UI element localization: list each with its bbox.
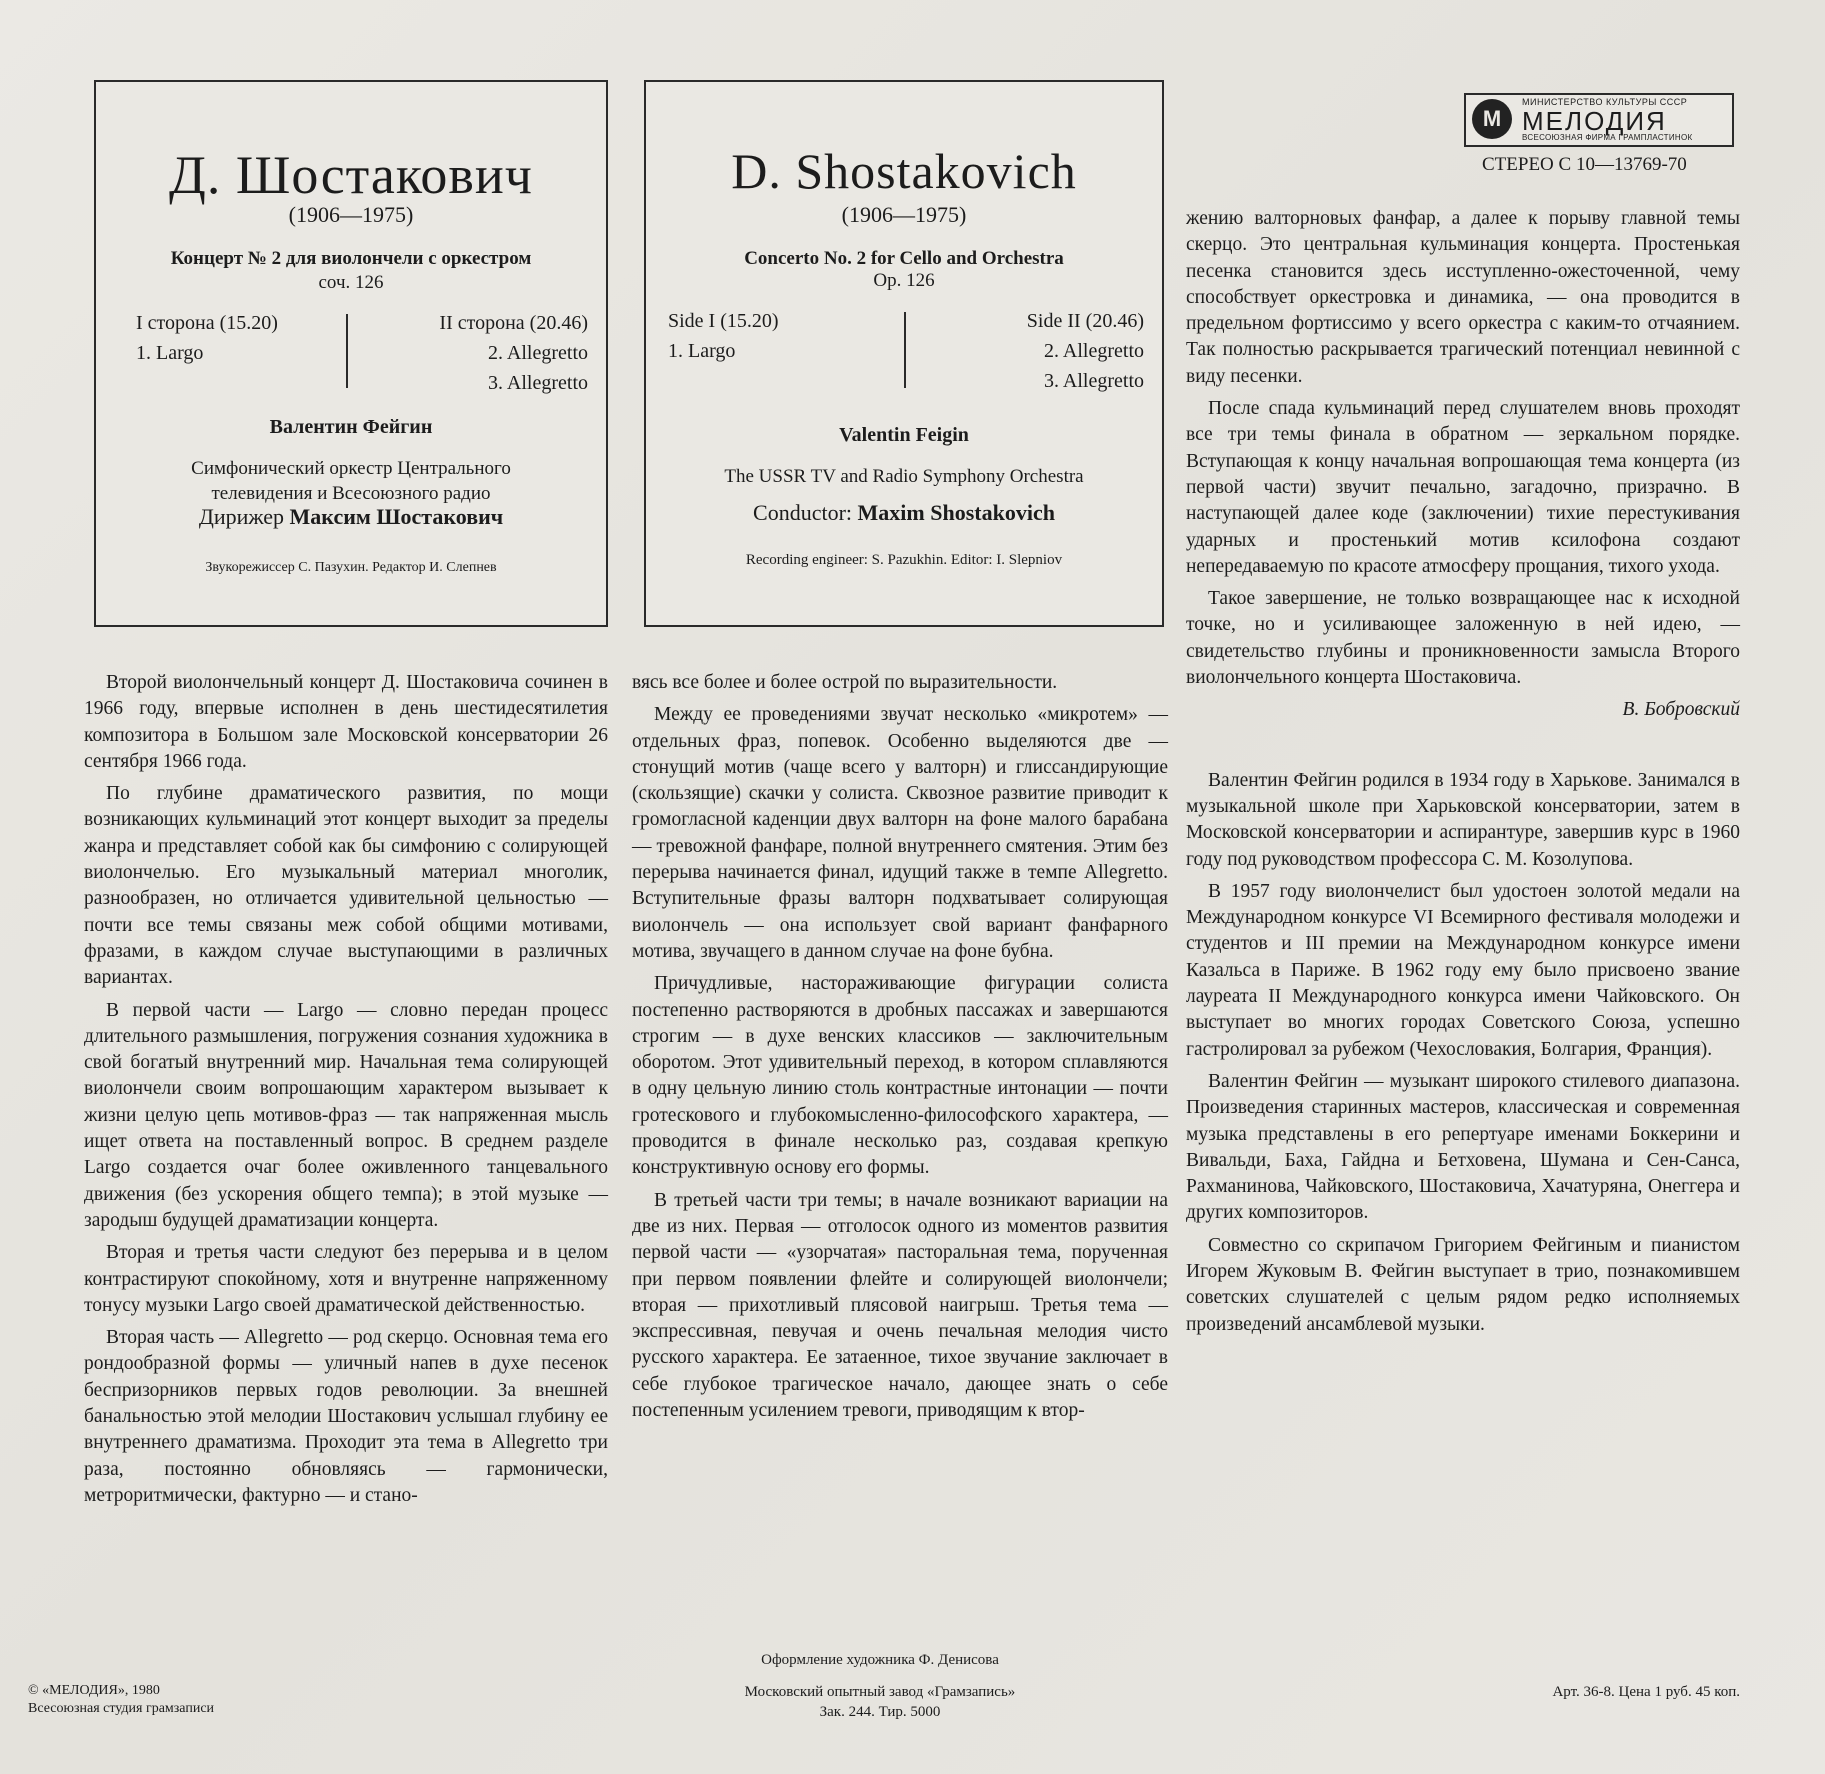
english-title-box: [644, 80, 1164, 627]
conductor-label-ru: Дирижер: [198, 504, 285, 529]
side-one-track-en: 1. Largo: [668, 340, 736, 362]
paragraph: Валентин Фейгин родился в 1934 году в Харькове. Занимался в музыкальной школе при Харьковской консерватории, затем в Московской консерватории и аспирантуре, завершив курс в 1960 году под руководством профессора С. М. Козолупова.: [1186, 769, 1740, 870]
side-divider-en: [904, 312, 906, 388]
conductor-en: [646, 500, 1162, 526]
paragraph: По глубине драматического развития, по мощи возникающих кульминаций этот концерт выходит за пределы жанра и представляет собой как бы симфонию с солирующей виолончелью. Его музыкальный материал многолик, разнообразен, но отличается удивительной цельностью — почти все темы связаны меж собой общими мотивами, фразами, в каждом случае выступающими в различных вариантах.: [84, 783, 608, 989]
orchestra-ru: [96, 456, 606, 506]
logo-brand: МЕЛОДИЯ: [1522, 106, 1667, 136]
side-one-label-ru: I сторона (15.20): [136, 312, 278, 334]
logo-firm: ВСЕСОЮЗНАЯ ФИРМА ГРАМПЛАСТИНОК: [1522, 133, 1693, 142]
russian-title-box: [94, 80, 608, 627]
paragraph: жению валторновых фанфар, а далее к порыву главной темы скерцо. Это центральная кульминация концерта. Простенькая песенка становится здесь исступленно-ожесточенной, чему способствует оркестровка и динамика, — она проводится в предельном фортиссимо у всего оркестра с каким-то отчаянием. Так полностью раскрывается трагический потенциал невинной с виду песенки.: [1186, 208, 1740, 387]
melodiya-emblem-icon: М: [1472, 99, 1512, 139]
composer-years-en: (1906—1975): [841, 202, 967, 227]
side-two-track1-ru: 2. Allegretto: [488, 342, 588, 364]
paragraph: В первой части — Largo — словно передан процесс длительного размышления, погружения сознания художника в свой богатый внутренний мир. Начальная тема солирующей виолончели своим вопрошающим характером вызывает к жизни целую цепь мотивов-фраз — так напряженная мысль ищет ответа на поставленный вопрос. В среднем разделе Largo создается очаг более оживленного танцевального движения (без ускорения общего темпа); в этой музыке — зародыш будущей драматизации концерта.: [84, 999, 608, 1231]
catalog-number: СТЕРЕО С 10—13769-70: [1482, 154, 1687, 175]
side-two-track2-en: 3. Allegretto: [1044, 370, 1144, 392]
paragraph: Причудливые, настораживающие фигурации солиста постепенно растворяются в дробных пассажах и завершаются строгим — в духе венских классиков — заключительным оборотом. Этот удивительный переход, в котором сплавляются в одну цельную линию столь контрастные интонации — почти гротескового и глубокомысленно-философского характера, — проводится в финале несколько раз, создавая крепкую конструктивную основу его формы.: [632, 973, 1168, 1179]
side-two-label-ru: II сторона (20.46): [439, 312, 588, 334]
paragraph: В третьей части три темы; в начале возникают вариации на две из них. Первая — отголосок одного из моментов развития первой части — «узорчатая» пасторальная тема, порученная при первом появлении флейте и солирующей виолончели; вторая — прихотливый плясовой наигрыш. Третья тема — экспрессивная, певучая и очень печальная мелодия чисто русского характера. Ее затаенное, тихое звучание заключает в себе глубокое трагическое начало, дающее знать о себе постепенным усилением тревоги, приводящим к втор-: [632, 1189, 1168, 1422]
side-two-track1-en: 2. Allegretto: [1044, 340, 1144, 362]
performer-ru: Валентин Фейгин: [269, 416, 433, 438]
paragraph: Совместно со скрипачом Григорием Фейгиным и пианистом Игорем Жуковым В. Фейгин выступает в трио, познакомившем советских слушателей с целым рядом редко исполняемых произведений ансамблевой музыки.: [1186, 1234, 1740, 1335]
side-one-label-en: Side I (15.20): [668, 310, 779, 332]
paragraph: Такое завершение, не только возвращающее нас к исходной точке, но и усиливающее заложенную в ней идею, — свидетельство глубины и проникновенности замысла Второго виолончельного концерта Шостаковича.: [1186, 588, 1740, 689]
work-title-en: Concerto No. 2 for Cello and Orchestra: [744, 248, 1064, 269]
conductor-name-en: Maxim Shostakovich: [857, 500, 1055, 525]
paragraph: вясь все более и более острой по выразительности.: [632, 672, 1058, 693]
notes-column-1: [84, 670, 608, 1515]
conductor-name-ru: Максим Шостакович: [289, 504, 504, 529]
side-two-track2-ru: 3. Allegretto: [488, 372, 588, 394]
paragraph: После спада кульминаций перед слушателем вновь проходят все три темы финала в обратном — зеркальном порядке. Вступающая к концу начальная вопрошающая тема концерта (из первой части) звучит печально, загадочно, призрачно. В наступающей далее коде (заключении) тихие перестукивания ударных и простенький мотив ксилофона создают непередаваемую по красоте атмосферу прощания, тихого ухода.: [1186, 398, 1740, 577]
credits-ru: Звукорежиссер С. Пазухин. Редактор И. Слепнев: [205, 560, 497, 575]
composer-title-en: D. Shostakovich: [731, 143, 1077, 199]
plant-block: [600, 1682, 1160, 1722]
logo-ministry: МИНИСТЕРСТВО КУЛЬТУРЫ СССР: [1522, 97, 1688, 107]
composer-title-ru: Д. Шостакович: [169, 145, 533, 205]
credits-en: Recording engineer: S. Pazukhin. Editor: I. Slepniov: [745, 552, 1063, 568]
studio: Всесоюзная студия грамзаписи: [28, 1701, 215, 1716]
paragraph: Вторая часть — Allegretto — род скерцо. Основная тема его рондообразной формы — уличный напев в духе песенок беспризорников первых годов революции. За внешней банальностью этой мелодии Шостакович услышал глубину ее внутреннего драматизма. Проходит эта тема в Allegretto три раза, постоянно обновляясь — гармонически, метроритмически, фактурно — и стано-: [84, 1327, 608, 1506]
side-one-track-ru: 1. Largo: [136, 342, 204, 364]
spacer: [1186, 724, 1740, 768]
work-title-ru: Концерт № 2 для виолончели с оркестром: [170, 248, 532, 269]
design-credit: Оформление художника Ф. Денисова: [761, 1652, 999, 1668]
side-two-ru: [439, 308, 588, 398]
copyright-block: [28, 1682, 214, 1718]
paragraph: Второй виолончельный концерт Д. Шостаковича сочинен в 1966 году, впервые исполнен в день шестидесятилетия композитора в Большом зале Московской консерватории 26 сентября 1966 года.: [84, 672, 608, 772]
notes-column-3: [1186, 206, 1740, 1344]
side-one-ru: [136, 308, 278, 368]
side-one-en: [668, 306, 779, 366]
side-two-en: [1027, 306, 1144, 396]
performer-en: Valentin Feigin: [839, 424, 969, 446]
opus-ru: соч. 126: [318, 272, 384, 293]
side-divider-ru: [346, 314, 348, 388]
conductor-ru: [96, 504, 606, 530]
orchestra-line1-ru: Симфонический оркестр Центрального: [191, 458, 511, 479]
paragraph: Между ее проведениями звучат несколько «микротем» — отдельных фраз, попевок. Особенно выделяются две — стонущий мотив (чаще всего у валторн) и глиссандирующие (скользящие) скачки у солиста. Сквозное развитие приводит к громогласной каденции двух валторн на фоне малого барабана — тревожной фанфаре, полной внутреннего смятения. Этим без перерыва начинается финал, идущий также в темпе Allegretto. Вступительные фразы валторн подхватывает солирующая виолончель — она использует свой вариант фанфарного мотива, звучащего в данном случае на фоне бубна.: [632, 704, 1168, 962]
paragraph: Валентин Фейгин — музыкант широкого стилевого диапазона. Произведения старинных мастеров, классическая и современная музыка представлены в его репертуаре именами Боккерини и Вивальди, Баха, Гайдна и Бетховена, Шумана и Сен-Санса, Рахманинова, Чайковского, Шостаковича, Хачатуряна, Онеггера и других композиторов.: [1186, 1070, 1740, 1224]
orchestra-line2-ru: телевидения и Всесоюзного радио: [211, 483, 491, 504]
copyright: © «МЕЛОДИЯ», 1980: [28, 1683, 160, 1698]
author-signature: В. Бобровский: [1622, 699, 1740, 721]
paragraph: Вторая и третья части следуют без перерыва и в целом контрастируют спокойному, хотя и внутренне напряженному тонусу музыки Largo своей драматической действенностью.: [84, 1242, 608, 1316]
side-two-label-en: Side II (20.46): [1026, 310, 1144, 332]
composer-years-ru: (1906—1975): [288, 202, 414, 227]
orchestra-en: The USSR TV and Radio Symphony Orchestra: [724, 466, 1084, 487]
notes-column-2: [632, 670, 1168, 1430]
conductor-label-en: Conductor:: [753, 500, 853, 525]
plant: Московский опытный завод «Грамзапись»: [744, 1684, 1016, 1700]
price: Арт. 36-8. Цена 1 руб. 45 коп.: [1552, 1684, 1740, 1700]
melodiya-logo: [1464, 93, 1734, 147]
order-info: Зак. 244. Тир. 5000: [819, 1704, 941, 1720]
paragraph: В 1957 году виолончелист был удостоен золотой медали на Международном конкурсе VI Всемирного фестиваля молодежи и студентов и III премии на Международном конкурсе имени Казальса в Париже. В 1962 году ему было присвоено звание лауреата II Международного конкурса имени Чайковского. Он выступает во многих городах Советского Союза, успешно гастролировал за рубежом (Чехословакия, Болгария, Франция).: [1186, 880, 1740, 1060]
opus-en: Op. 126: [873, 270, 935, 291]
